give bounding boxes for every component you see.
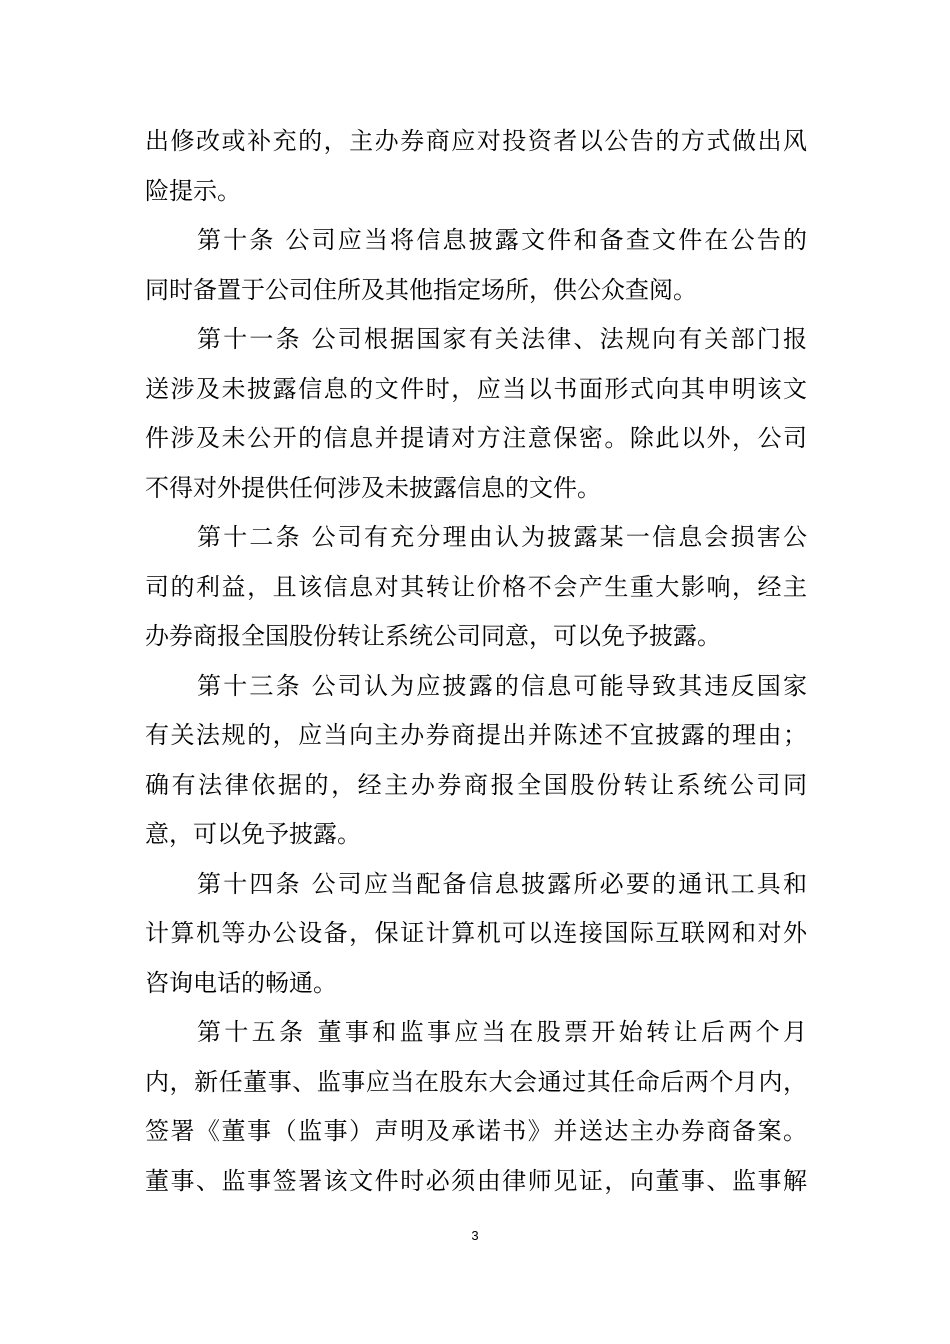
body-text: [145, 117, 807, 1206]
text-line: 签署《董事（监事）声明及承诺书》并送达主办券商备案。: [145, 1117, 807, 1145]
text-line: 送涉及未披露信息的文件时，应当以书面形式向其申明该文: [145, 374, 807, 403]
text-line: 同时备置于公司住所及其他指定场所，供公众查阅。: [145, 275, 697, 304]
page-number: 3: [471, 1228, 479, 1243]
article-12-line: 第十二条 公司有充分理由认为披露某一信息会损害公: [197, 523, 807, 551]
text-line: 办券商报全国股份转让系统公司同意，可以免予披露。: [145, 622, 721, 650]
article-13-line: 第十三条 公司认为应披露的信息可能导致其违反国家: [197, 671, 807, 700]
text-line: 董事、监事签署该文件时必须由律师见证，向董事、监事解: [145, 1166, 807, 1195]
text-line: 件涉及未公开的信息并提请对方注意保密。除此以外，公司: [145, 424, 807, 452]
text-line: 意，可以免予披露。: [145, 820, 361, 848]
article-11-line: 第十一条 公司根据国家有关法律、法规向有关部门报: [197, 325, 807, 353]
text-line: 计算机等办公设备，保证计算机可以连接国际互联网和对外: [145, 919, 807, 947]
text-line: 险提示。: [145, 176, 241, 205]
article-14-line: 第十四条 公司应当配备信息披露所必要的通讯工具和: [197, 869, 807, 898]
text-line: 不得对外提供任何涉及未披露信息的文件。: [145, 473, 601, 502]
article-10-line: 第十条 公司应当将信息披露文件和备查文件在公告的: [197, 226, 807, 254]
text-line: 出修改或补充的，主办券商应对投资者以公告的方式做出风: [145, 127, 807, 155]
text-line: 咨询电话的畅通。: [145, 968, 337, 997]
text-line: 确有法律依据的，经主办券商报全国股份转让系统公司同: [145, 770, 807, 799]
article-15-line: 第十五条 董事和监事应当在股票开始转让后两个月: [197, 1018, 807, 1046]
text-line: 司的利益，且该信息对其转让价格不会产生重大影响，经主: [145, 572, 807, 601]
text-line: 有关法规的，应当向主办券商提出并陈述不宜披露的理由；: [145, 721, 807, 749]
text-line: 内，新任董事、监事应当在股东大会通过其任命后两个月内，: [145, 1067, 807, 1096]
